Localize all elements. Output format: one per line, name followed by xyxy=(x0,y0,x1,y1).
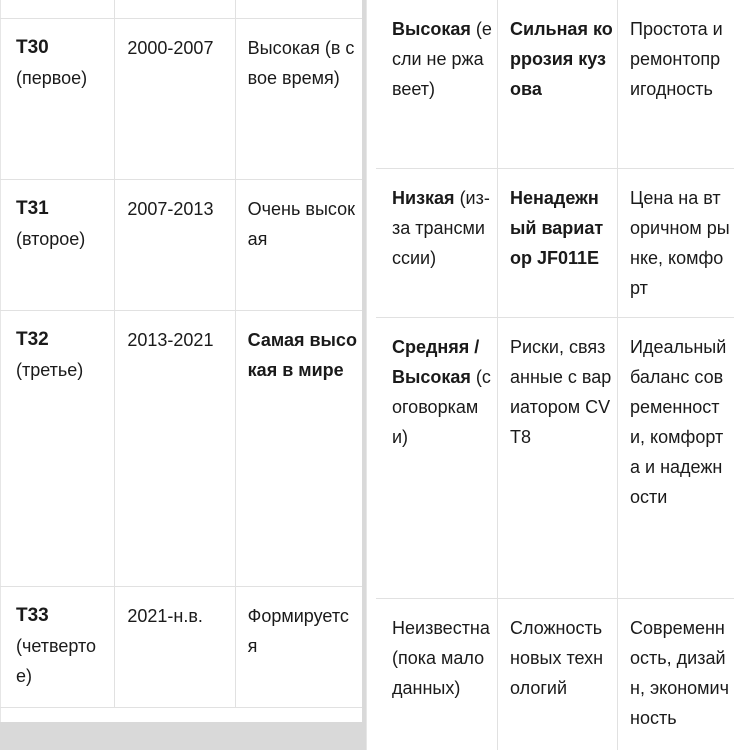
advantage-value: Идеальный баланс современности, комфорта и надежности xyxy=(630,337,727,507)
weakness-cell xyxy=(498,318,618,599)
rating-cell xyxy=(376,318,498,599)
table-row xyxy=(376,318,734,599)
generation-code: T31 xyxy=(16,198,49,219)
rating-note: (из-за трансмиссии) xyxy=(392,188,490,268)
generation-cell xyxy=(0,180,115,311)
rating-value: Высокая xyxy=(392,19,471,39)
rating-note: Неизвестна (пока мало данных) xyxy=(392,618,490,698)
rating-cell xyxy=(376,599,498,750)
rating-note: (если не ржавеет) xyxy=(392,19,492,99)
advantage-value: Простота и ремонтопригодность xyxy=(630,19,723,99)
rating-value: Средняя / Высокая xyxy=(392,337,480,387)
generation-note: (первое) xyxy=(16,68,88,88)
generation-code: T33 xyxy=(16,605,49,626)
generation-note: (третье) xyxy=(16,360,84,380)
generation-cell xyxy=(0,19,115,180)
weakness-cell xyxy=(498,169,618,318)
table-row xyxy=(0,587,362,708)
rating-cell xyxy=(376,169,498,318)
weakness-value: Сильная коррозия кузова xyxy=(510,19,613,99)
generations-table xyxy=(0,0,362,708)
years-value: 2000-2007 xyxy=(127,38,214,58)
reliability-cell xyxy=(235,180,362,311)
right-table-panel xyxy=(366,0,750,750)
advantage-value: Цена на вторичном рынке, комфорт xyxy=(630,188,730,298)
advantage-cell xyxy=(618,599,735,750)
years-cell xyxy=(115,180,235,311)
weakness-cell xyxy=(498,599,618,750)
table-row xyxy=(376,599,734,750)
advantage-cell xyxy=(618,0,735,169)
table-row xyxy=(0,19,362,180)
generation-cell xyxy=(0,587,115,708)
rating-note: (с оговорками) xyxy=(392,367,491,447)
generation-code: T32 xyxy=(16,329,49,350)
years-value: 2021-н.в. xyxy=(127,606,203,626)
generation-cell xyxy=(0,311,115,587)
left-table-panel xyxy=(0,0,362,722)
years-cell xyxy=(115,311,235,587)
generation-code: T30 xyxy=(16,37,49,58)
reliability-value: Самая высокая в мире xyxy=(247,330,357,380)
table-row xyxy=(0,180,362,311)
rating-value: Низкая xyxy=(392,188,455,208)
reliability-cell xyxy=(235,311,362,587)
advantage-cell xyxy=(618,169,735,318)
assessment-table xyxy=(376,0,734,750)
table-row xyxy=(0,311,362,587)
table-row xyxy=(376,0,734,169)
advantage-cell xyxy=(618,318,735,599)
years-cell xyxy=(115,587,235,708)
reliability-value: Высокая (в свое время) xyxy=(247,38,355,88)
generation-note: (второе) xyxy=(16,229,86,249)
years-cell xyxy=(115,19,235,180)
weakness-value: Риски, связанные с вариатором CVT8 xyxy=(510,337,612,447)
advantage-value: Современность, дизайн, экономичность xyxy=(630,618,729,728)
reliability-value: Очень высокая xyxy=(247,199,355,249)
table-row xyxy=(376,169,734,318)
years-value: 2007-2013 xyxy=(127,199,214,219)
reliability-value: Формируется xyxy=(247,606,349,656)
years-value: 2013-2021 xyxy=(127,330,214,350)
weakness-value: Ненадежный вариатор JF011E xyxy=(510,188,604,268)
table-top-stub-row xyxy=(0,0,362,19)
weakness-value: Сложность новых технологий xyxy=(510,618,604,698)
weakness-cell xyxy=(498,0,618,169)
reliability-cell xyxy=(235,587,362,708)
reliability-cell xyxy=(235,19,362,180)
rating-cell xyxy=(376,0,498,169)
generation-note: (четвертое) xyxy=(16,636,97,686)
